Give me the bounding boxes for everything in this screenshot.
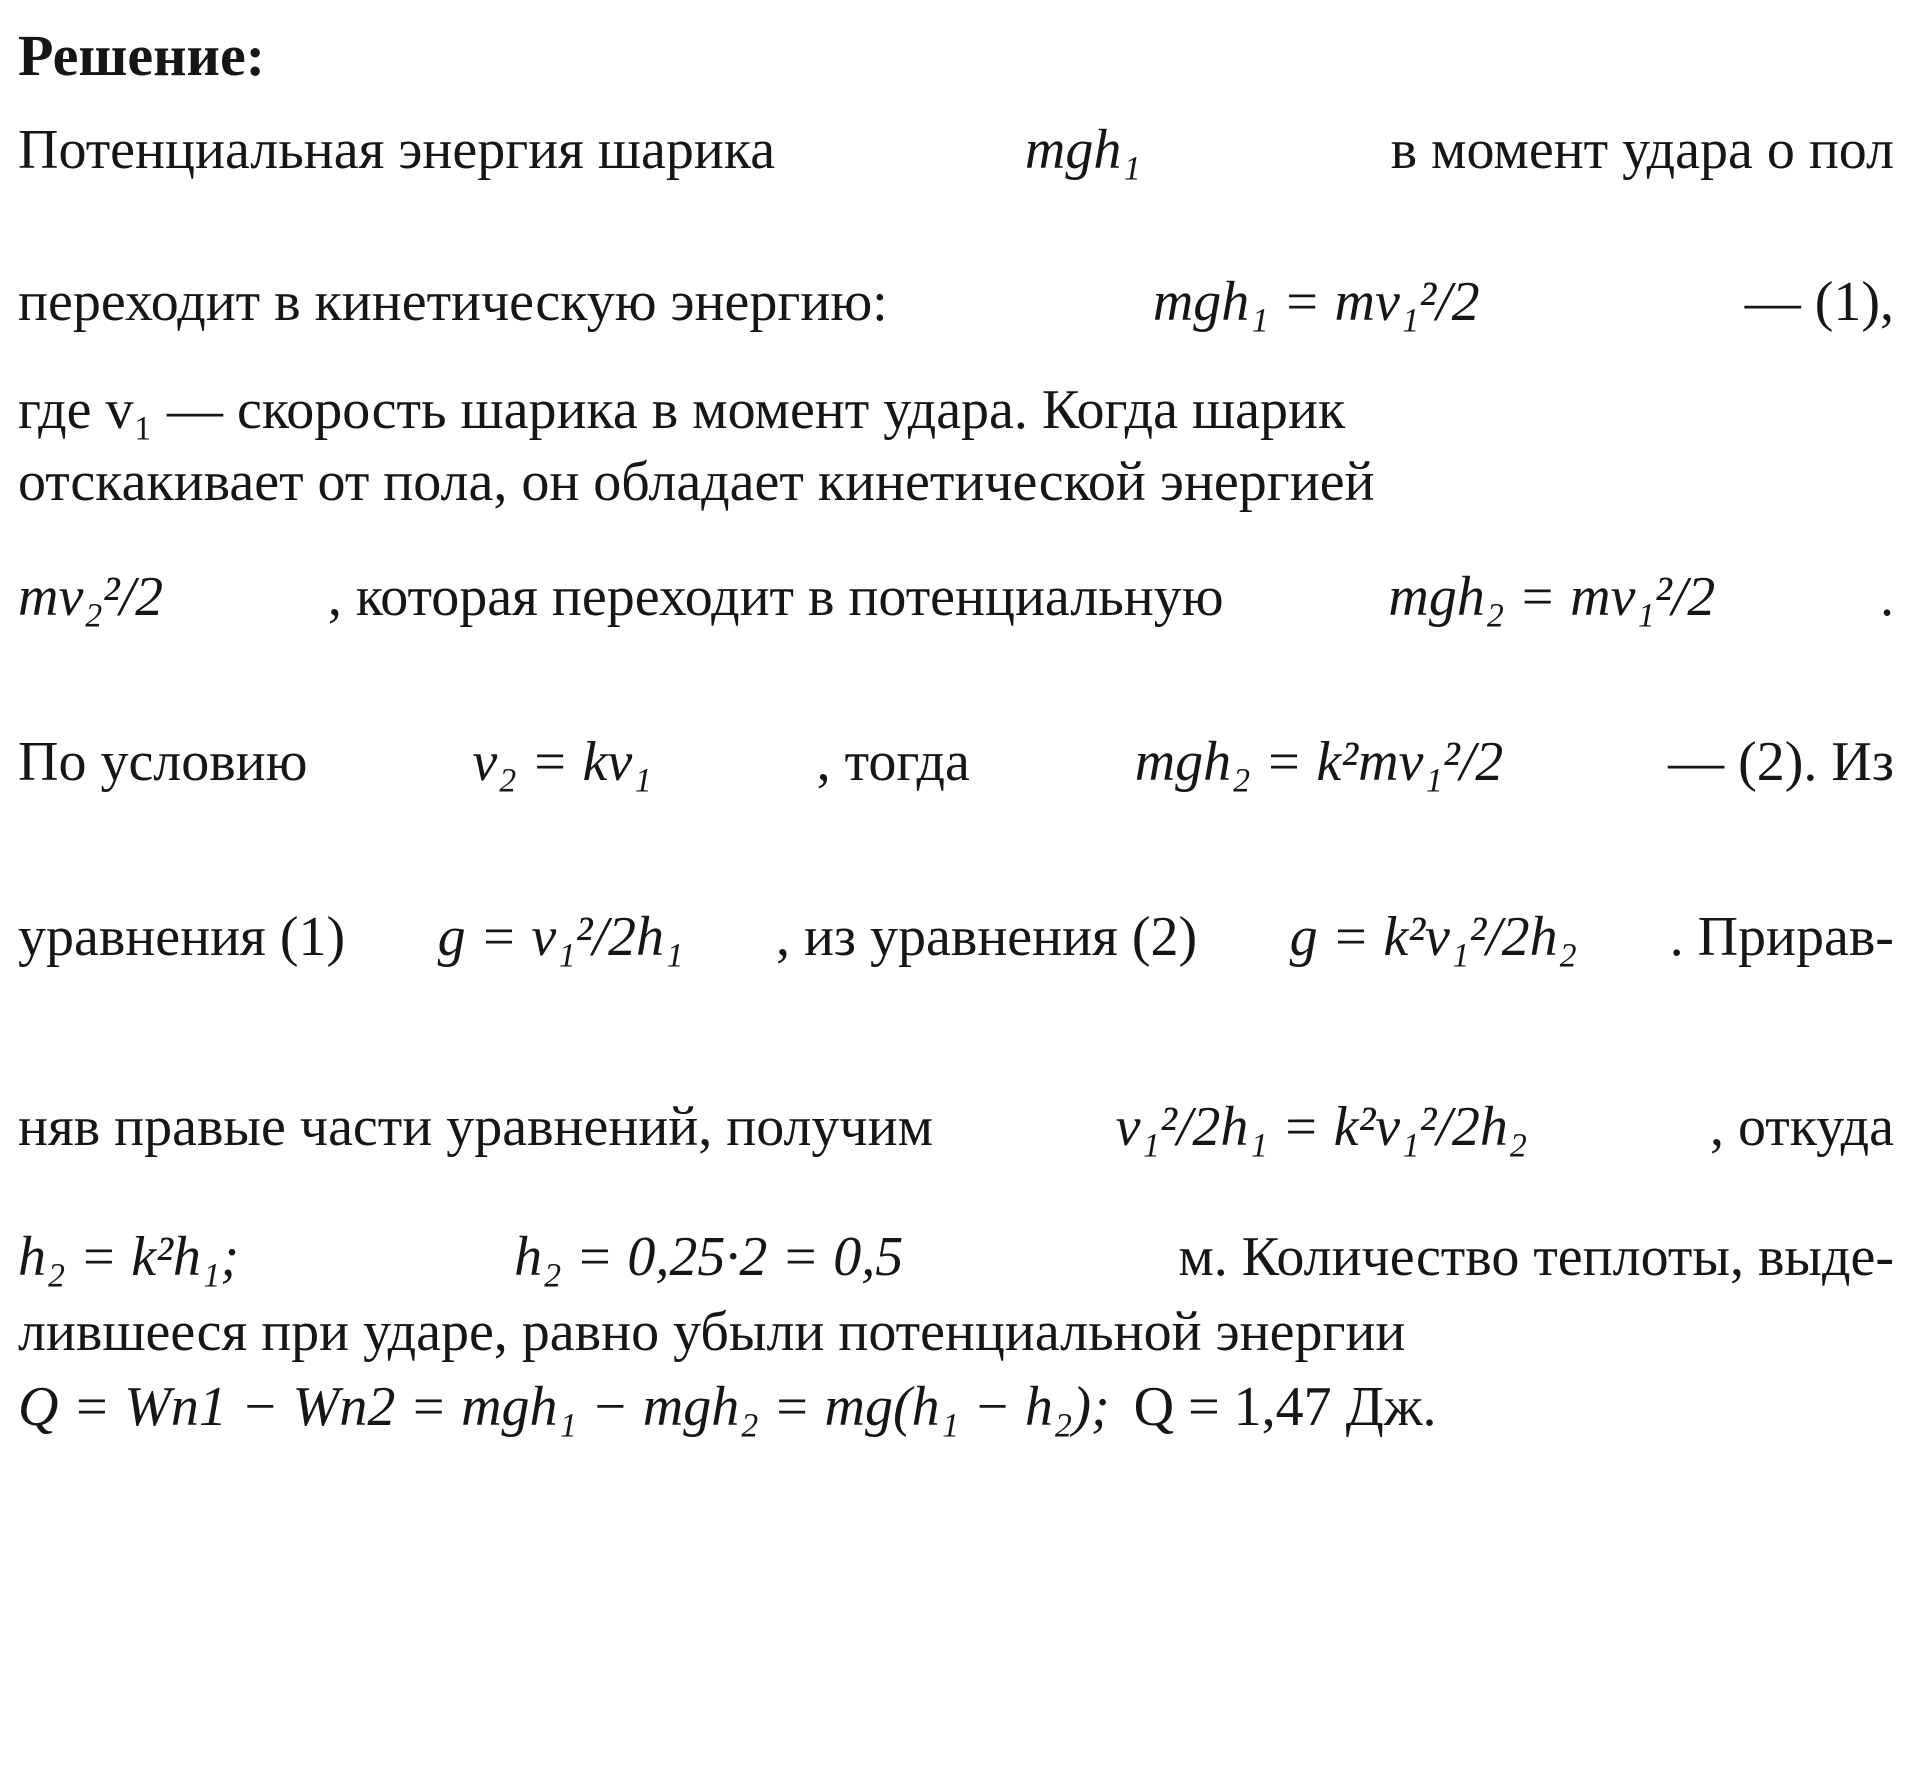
line-5-mid: , которая переходит в потенциальную (327, 566, 1224, 628)
line-7-post: . Прирав- (1669, 906, 1894, 968)
formula-kinetic-v2: mv₂²/2 (18, 566, 164, 628)
line-6-post: — (2). Из (1668, 731, 1894, 793)
text-line-3 (18, 378, 1894, 442)
line-3-text: где v₁ — скорость шарика в момент удара. Когда шарик (18, 379, 1346, 441)
text-line-7 (18, 905, 1894, 969)
line-6-mid: , тогда (816, 731, 970, 793)
equation-2: mgh₂ = k²mv₁²/2 (1134, 731, 1504, 793)
formula-mgh1: mgh₁ (1024, 119, 1141, 181)
line-6-pre: По условию (18, 731, 308, 793)
text-line-4 (18, 450, 1894, 514)
text-line-11 (18, 1375, 1894, 1439)
line-9-post: м. Количество теплоты, выде- (1178, 1226, 1894, 1288)
formula-g-2: g = k²v₁²/2h₂ (1289, 906, 1578, 968)
line-2-post: — (1), (1744, 271, 1894, 333)
text-line-9 (18, 1225, 1894, 1289)
text-line-2 (18, 270, 1894, 334)
text-line-5 (18, 565, 1894, 629)
line-2-pre: переходит в кинетическую энергию: (18, 271, 888, 333)
line-1-pre: Потенциальная энергия шарика (18, 119, 776, 181)
formula-g-1: g = v₁²/2h₁ (437, 906, 684, 968)
formula-h2-k2h1: h₂ = k²h₁; (18, 1226, 240, 1288)
line-11-post: Q = 1,47 Дж. (1133, 1376, 1437, 1438)
text-line-6 (18, 730, 1894, 794)
line-10-text: лившееся при ударе, равно убыли потенциальной энергии (18, 1301, 1406, 1363)
line-7-pre: уравнения (1) (18, 906, 346, 968)
formula-v2-kv1: v₂ = kv₁ (472, 731, 652, 793)
line-7-mid: , из уравнения (2) (775, 906, 1198, 968)
formula-heat: Q = Wп1 − Wп2 = mgh₁ − mgh₂ = mg(h₁ − h₂); (18, 1376, 1110, 1438)
formula-h2-value: h₂ = 0,25·2 = 0,5 (514, 1226, 904, 1288)
text-line-10 (18, 1300, 1894, 1364)
formula-mgh2: mgh₂ = mv₁²/2 (1388, 566, 1716, 628)
solution-heading: Решение: (18, 23, 266, 88)
text-line-1 (18, 118, 1894, 182)
formula-equate: v₁²/2h₁ = k²v₁²/2h₂ (1115, 1096, 1528, 1158)
line-5-post: . (1879, 566, 1894, 628)
line-1-post: в момент удара о пол (1390, 119, 1894, 181)
line-8-pre: няв правые части уравнений, получим (18, 1096, 934, 1158)
equation-1: mgh₁ = mv₁²/2 (1152, 271, 1480, 333)
line-4-text: отскакивает от пола, он обладает кинетической энергией (18, 451, 1375, 513)
text-line-8 (18, 1095, 1894, 1159)
line-8-post: , откуда (1710, 1096, 1894, 1158)
